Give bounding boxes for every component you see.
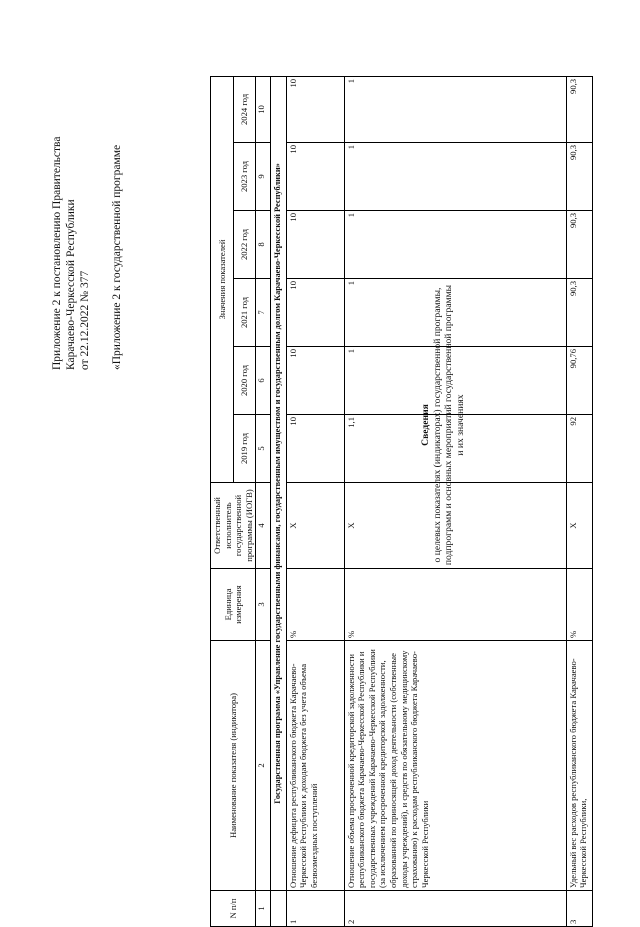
row-value: 1	[344, 211, 566, 279]
column-number: 7	[256, 279, 271, 347]
program-title: Государственная программа «Управление государственными финансами, государственным имуществом и государственным долгом Карачаево-Черкесской Республики»	[271, 76, 286, 890]
column-number: 5	[256, 415, 271, 483]
column-number: 10	[256, 76, 271, 142]
title-heading: Сведения	[420, 404, 431, 446]
row-value: 10	[286, 279, 344, 347]
column-number: 8	[256, 211, 271, 279]
row-value: 10	[286, 211, 344, 279]
column-number: 6	[256, 347, 271, 415]
indicators-table	[210, 76, 593, 927]
row-value: 90,3	[566, 279, 592, 347]
row-responsible: X	[344, 483, 566, 569]
header-line-1: Приложение 2 к постановлению Правительства	[51, 136, 63, 370]
table-row	[566, 76, 592, 926]
row-value: 10	[286, 143, 344, 211]
row-value: 1	[344, 143, 566, 211]
row-value: 92	[566, 415, 592, 483]
column-number: 9	[256, 143, 271, 211]
year-header: 2022 год	[233, 211, 256, 279]
row-value: 90,76	[566, 347, 592, 415]
year-header: 2020 год	[233, 347, 256, 415]
annex-header	[110, 145, 124, 370]
row-value: 10	[286, 347, 344, 415]
table-row	[344, 76, 566, 926]
title-line-3: и их значениях	[454, 394, 466, 456]
program-title-spacer	[271, 891, 286, 927]
row-num: 1	[286, 891, 344, 927]
row-value: 10	[286, 415, 344, 483]
header-line-2: Карачаево-Черкесской Республики	[65, 199, 77, 370]
row-value: 90,3	[566, 76, 592, 142]
title-line-1: о целевых показателях (индикаторах) государственной программы,	[431, 287, 443, 563]
title-line-2: подпрограмм и основных мероприятий государственной программы	[443, 284, 454, 566]
row-value: 10	[286, 76, 344, 142]
col-header-responsible: Ответственный исполнитель государственной программы (ИОГВ)	[211, 483, 256, 569]
col-header-name: Наименование показателя (индикатора)	[211, 641, 256, 891]
year-header: 2023 год	[233, 143, 256, 211]
row-value: 1	[344, 76, 566, 142]
row-indicator-name: Отношение дефицита республиканского бюджета Карачаево-Черкесской Республики к доходам бюджета без учета объема безвозмездных поступлений	[286, 641, 344, 891]
row-value: 90,3	[566, 143, 592, 211]
row-num: 2	[344, 891, 566, 927]
header-line-3: от 22.12.2022 № 377	[79, 270, 91, 370]
col-header-num: N п/п	[211, 891, 256, 927]
row-value: 1	[344, 347, 566, 415]
column-number: 3	[256, 569, 271, 641]
row-unit: %	[566, 569, 592, 641]
row-unit: %	[344, 569, 566, 641]
row-num: 3	[566, 891, 592, 927]
header-line-4: «Приложение 2 к государственной программе	[111, 144, 123, 370]
header-row-1	[211, 76, 234, 926]
row-value: 90,3	[566, 211, 592, 279]
approval-header	[50, 137, 92, 370]
program-title-row	[271, 76, 286, 926]
row-indicator-name: Отношение объема просроченной кредиторской задолженности республиканского бюджета Карачаево-Черкесской Республики и государственных учреждений Карачаево-Черкесской Республики (за исключением просроченной кредиторской задолженности, образованной по приносящей доход деятельности (собственные доходы учреждений), и средств по обязательному медицинскому страхованию) к расходам республиканского бюджета Карачаево-Черкесской Республики	[344, 641, 566, 891]
col-header-values-group: Значения показателей	[211, 76, 234, 482]
row-responsible: X	[286, 483, 344, 569]
row-responsible: X	[566, 483, 592, 569]
col-header-unit: Единица измерения	[211, 569, 256, 641]
row-value: 1,1	[344, 415, 566, 483]
year-header: 2019 год	[233, 415, 256, 483]
row-value: 1	[344, 279, 566, 347]
year-header: 2024 год	[233, 76, 256, 142]
column-number: 1	[256, 891, 271, 927]
column-number: 2	[256, 641, 271, 891]
row-indicator-name: Удельный вес расходов республиканского бюджета Карачаево-Черкесской Республики,	[566, 641, 592, 891]
year-header: 2021 год	[233, 279, 256, 347]
row-unit: %	[286, 569, 344, 641]
table-row	[286, 76, 344, 926]
column-number-row	[256, 76, 271, 926]
column-number: 4	[256, 483, 271, 569]
